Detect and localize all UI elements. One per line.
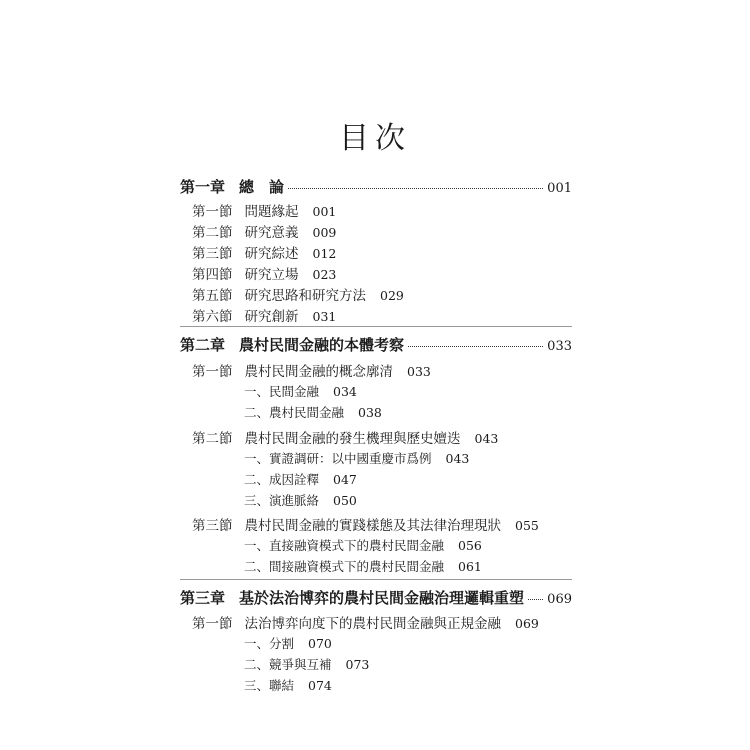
section-title: 農村民間金融的實踐樣態及其法律治理現狀	[244, 518, 501, 534]
subsection-page-number: 050	[333, 493, 357, 508]
chapter-divider	[180, 579, 572, 580]
section-label: 第一節	[192, 364, 233, 380]
section-entry[interactable]	[192, 263, 336, 283]
chapter-3-entry[interactable]	[180, 587, 572, 608]
subsection-title: 三、演進脈絡	[244, 493, 320, 508]
subsection-page-number: 047	[333, 472, 357, 487]
subsection-title: 一、民間金融	[244, 384, 320, 399]
section-page-number: 043	[474, 431, 499, 446]
chapter-title: 總 論	[239, 178, 285, 196]
section-entry[interactable]	[192, 427, 498, 447]
section-page-number: 029	[380, 288, 404, 303]
section-title: 問題緣起	[244, 204, 299, 220]
section-label: 第一節	[192, 204, 233, 220]
subsection-page-number: 061	[458, 559, 482, 574]
section-page-number: 033	[407, 364, 431, 379]
section-label: 第四節	[192, 267, 233, 283]
section-label: 第五節	[192, 288, 233, 304]
subsection-title: 一、分割	[244, 636, 295, 651]
subsection-page-number: 034	[333, 384, 357, 399]
page-title: 目次	[339, 121, 411, 156]
subsection-title: 一、實證調研：以中國重慶市爲例	[244, 451, 432, 466]
section-entry[interactable]	[192, 514, 539, 534]
chapter-label: 第二章	[180, 336, 226, 354]
subsection-page-number: 038	[358, 405, 382, 420]
section-page-number: 001	[312, 204, 337, 219]
section-label: 第二節	[192, 431, 233, 447]
section-title: 研究創新	[244, 309, 299, 325]
subsection-title: 二、競爭與互補	[244, 657, 332, 672]
subsection-title: 一、直接融資模式下的農村民間金融	[244, 538, 445, 553]
subsection-title: 二、間接融資模式下的農村民間金融	[244, 559, 445, 574]
chapter-label: 第一章	[180, 178, 226, 196]
section-label: 第一節	[192, 616, 233, 632]
section-entry[interactable]	[192, 612, 539, 632]
section-entry[interactable]	[192, 242, 336, 262]
chapter-2-entry[interactable]	[180, 334, 572, 355]
chapter-label: 第三章	[180, 589, 226, 607]
subsection-page-number: 056	[458, 538, 482, 553]
chapter-title: 基於法治博弈的農村民間金融治理邏輯重塑	[239, 589, 525, 607]
section-title: 研究立場	[244, 267, 299, 283]
subsection-entry[interactable]	[244, 449, 469, 467]
subsection-title: 二、農村民間金融	[244, 405, 345, 420]
section-entry[interactable]	[192, 200, 336, 220]
subsection-entry[interactable]	[244, 470, 357, 488]
section-title: 研究意義	[244, 225, 299, 241]
subsection-entry[interactable]	[244, 382, 357, 400]
dot-leader	[288, 188, 543, 189]
chapter-page-number: 069	[547, 592, 572, 607]
section-page-number: 055	[515, 518, 539, 533]
section-title: 法治博弈向度下的農村民間金融與正規金融	[244, 616, 501, 632]
chapter-1-entry[interactable]	[180, 176, 572, 197]
section-title: 農村民間金融的概念廓清	[244, 364, 393, 380]
section-page-number: 009	[312, 225, 337, 240]
subsection-entry[interactable]	[244, 557, 482, 575]
section-entry[interactable]	[192, 284, 404, 304]
section-entry[interactable]	[192, 221, 336, 241]
section-page-number: 012	[312, 246, 337, 261]
subsection-title: 三、聯結	[244, 678, 295, 693]
subsection-page-number: 073	[345, 657, 370, 672]
section-title: 農村民間金融的發生機理與歷史嬗迭	[244, 431, 461, 447]
section-page-number: 031	[312, 309, 337, 324]
section-entry[interactable]	[192, 360, 431, 380]
section-label: 第三節	[192, 518, 233, 534]
dot-leader	[408, 346, 543, 347]
dot-leader	[528, 599, 543, 600]
section-title: 研究綜述	[244, 246, 299, 262]
subsection-entry[interactable]	[244, 676, 332, 694]
subsection-page-number: 043	[445, 451, 470, 466]
chapter-title: 農村民間金融的本體考察	[239, 336, 405, 354]
subsection-entry[interactable]	[244, 634, 332, 652]
subsection-page-number: 074	[308, 678, 332, 693]
subsection-entry[interactable]	[244, 655, 369, 673]
section-label: 第二節	[192, 225, 233, 241]
section-entry[interactable]	[192, 305, 336, 325]
chapter-page-number: 033	[547, 339, 572, 354]
section-title: 研究思路和研究方法	[244, 288, 366, 304]
chapter-page-number: 001	[547, 181, 572, 196]
chapter-divider	[180, 326, 572, 327]
section-label: 第三節	[192, 246, 233, 262]
section-page-number: 023	[312, 267, 337, 282]
section-label: 第六節	[192, 309, 233, 325]
subsection-title: 二、成因詮釋	[244, 472, 320, 487]
subsection-entry[interactable]	[244, 491, 357, 509]
subsection-entry[interactable]	[244, 536, 482, 554]
subsection-entry[interactable]	[244, 403, 382, 421]
subsection-page-number: 070	[308, 636, 332, 651]
section-page-number: 069	[515, 616, 539, 631]
